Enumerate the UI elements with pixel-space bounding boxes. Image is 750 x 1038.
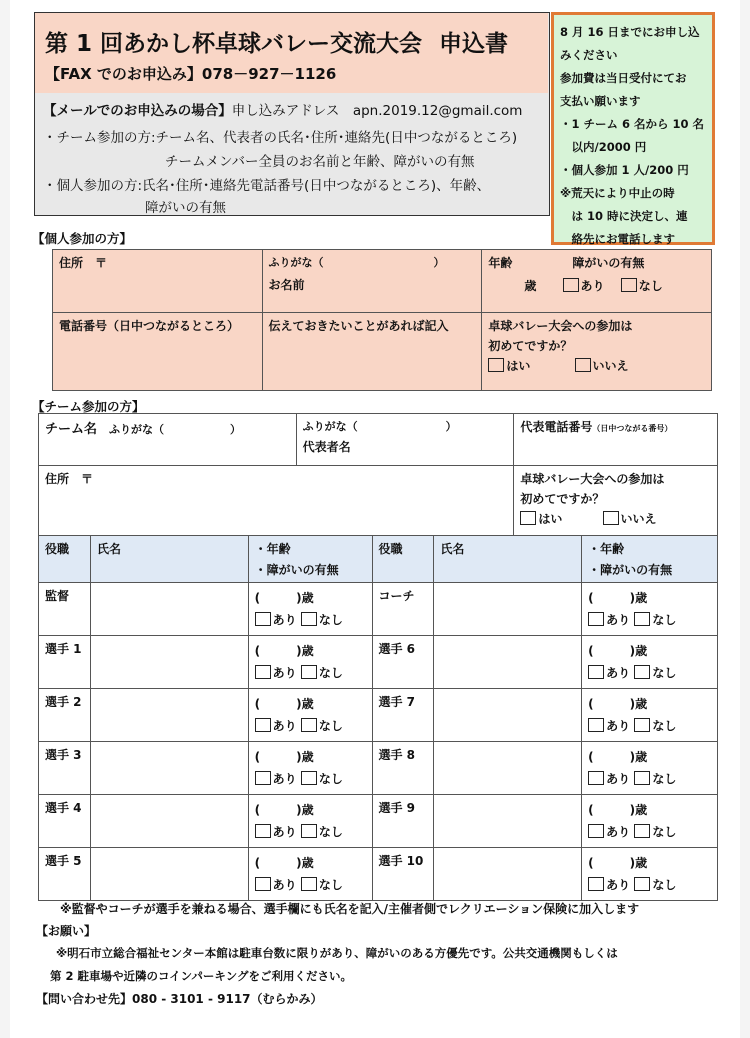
team-address-cell[interactable] xyxy=(39,466,514,536)
age-disability-cell[interactable] xyxy=(582,742,718,795)
no-label: なし xyxy=(318,613,343,627)
disability-yes-checkbox[interactable] xyxy=(255,771,271,785)
first-time-no-checkbox[interactable] xyxy=(575,358,591,372)
role-label: 選手 6 xyxy=(378,642,416,656)
member-name-cell[interactable] xyxy=(434,636,582,689)
age-label: 年齢 xyxy=(488,256,513,270)
yes-label: あり xyxy=(272,878,297,892)
individual-message-cell[interactable] xyxy=(262,313,482,391)
disability-yes-checkbox[interactable] xyxy=(563,278,579,292)
individual-instructions-line2: 障がいの有無 xyxy=(145,200,226,216)
disability-no-checkbox[interactable] xyxy=(634,665,650,679)
role-cell xyxy=(39,795,91,848)
disability-yes-checkbox[interactable] xyxy=(588,824,604,838)
yes-label: はい xyxy=(506,359,531,373)
age-header xyxy=(248,536,372,583)
role-cell xyxy=(39,689,91,742)
disability-yes-checkbox[interactable] xyxy=(588,665,604,679)
role-label: 監督 xyxy=(45,589,70,603)
no-label: なし xyxy=(652,772,677,786)
rep-furigana-label: ふりがな（ ） xyxy=(302,420,457,433)
member-name-cell[interactable] xyxy=(90,636,248,689)
yes-label: あり xyxy=(606,613,631,627)
role-cell xyxy=(372,583,434,636)
disability-no-checkbox[interactable] xyxy=(621,278,637,292)
no-label: なし xyxy=(652,666,677,680)
phone-label: 電話番号（日中つながるところ） xyxy=(59,319,240,333)
footer-parking-line1: ※明石市立総合福祉センター本館は駐車台数に限りがあり、障がいのある方優先です。公共交通機関もしくは xyxy=(56,946,618,960)
age-disability-cell[interactable] xyxy=(582,795,718,848)
age-header-text: ・年齢 xyxy=(588,542,625,556)
member-name-cell[interactable] xyxy=(90,795,248,848)
first-time-question: 卓球バレー大会への参加は xyxy=(488,319,633,333)
role-label: 選手 9 xyxy=(378,801,416,815)
role-label: 選手 10 xyxy=(378,854,424,868)
disability-no-checkbox[interactable] xyxy=(634,612,650,626)
disability-label: 障がいの有無 xyxy=(572,256,645,270)
disability-yes-checkbox[interactable] xyxy=(255,665,271,679)
age-header-text: ・年齢 xyxy=(254,542,291,556)
disability-yes-checkbox[interactable] xyxy=(255,718,271,732)
age-disability-cell[interactable] xyxy=(582,689,718,742)
age-text: ( )歳 xyxy=(254,591,314,605)
representative-phone-cell[interactable] xyxy=(514,414,718,466)
role-cell xyxy=(372,795,434,848)
member-name-cell[interactable] xyxy=(434,848,582,901)
disability-no-checkbox[interactable] xyxy=(634,718,650,732)
role-cell xyxy=(39,636,91,689)
footer-contact: 【問い合わせ先】080 - 3101 - 9117（むらかみ） xyxy=(36,992,323,1006)
age-text: ( )歳 xyxy=(588,591,648,605)
team-instructions-line2: チームメンバー全員のお名前と年齢、障がいの有無 xyxy=(165,154,475,170)
role-label: 選手 1 xyxy=(45,642,82,656)
role-cell xyxy=(372,742,434,795)
furigana-label: ふりがな（ ） xyxy=(268,256,445,269)
address-label: 住所 〒 xyxy=(59,256,108,270)
role-label: コーチ xyxy=(378,589,415,603)
age-disability-cell[interactable] xyxy=(582,636,718,689)
no-label: いいえ xyxy=(592,359,629,373)
individual-age-cell xyxy=(482,250,712,313)
disability-no-checkbox[interactable] xyxy=(301,824,317,838)
notice-line: みください xyxy=(560,48,618,62)
yes-label: あり xyxy=(606,772,631,786)
rep-phone-note: （日中つながる番号） xyxy=(592,424,673,433)
yes-label: あり xyxy=(606,878,631,892)
rep-phone-label: 代表電話番号 xyxy=(520,420,593,434)
notice-line: 参加費は当日受付にてお xyxy=(560,71,687,85)
age-disability-cell[interactable] xyxy=(248,689,372,742)
name-header: 氏名 xyxy=(90,536,248,583)
no-label: なし xyxy=(652,613,677,627)
form-title: 第 1 回あかし杯卓球バレー交流大会 xyxy=(45,31,423,57)
member-row xyxy=(39,689,718,742)
disability-yes-checkbox[interactable] xyxy=(588,612,604,626)
no-label: なし xyxy=(318,878,343,892)
age-disability-cell[interactable] xyxy=(582,848,718,901)
team-name-label: チーム名 xyxy=(45,422,98,437)
yes-label: あり xyxy=(272,825,297,839)
no-label: なし xyxy=(318,825,343,839)
no-label: なし xyxy=(318,772,343,786)
fax-line: 【FAX でのお申込み】078－927－1126 xyxy=(45,65,337,83)
disability-header-text: ・障がいの有無 xyxy=(588,563,673,577)
footer-note: ※監督やコーチが選手を兼ねる場合、選手欄にも氏名を記入/主催者側でレクリエーション保険に加入します xyxy=(60,902,640,916)
no-label: いいえ xyxy=(620,512,657,526)
member-name-cell[interactable] xyxy=(434,795,582,848)
age-text: ( )歳 xyxy=(588,750,648,764)
team-furigana-label: ふりがな（ ） xyxy=(109,423,242,436)
no-label: なし xyxy=(318,666,343,680)
disability-no-checkbox[interactable] xyxy=(301,877,317,891)
yes-label: はい xyxy=(538,512,563,526)
age-text: ( )歳 xyxy=(588,644,648,658)
no-label: なし xyxy=(652,825,677,839)
role-cell xyxy=(39,583,91,636)
individual-name-cell[interactable] xyxy=(262,250,482,313)
disability-no-checkbox[interactable] xyxy=(301,718,317,732)
notice-line: ※荒天により中止の時 xyxy=(560,186,675,200)
yes-label: あり xyxy=(272,719,297,733)
team-info-table xyxy=(38,413,718,536)
mail-address: 申し込みアドレス apn.2019.12@gmail.com xyxy=(231,103,523,119)
disability-no-checkbox[interactable] xyxy=(301,612,317,626)
role-label: 選手 2 xyxy=(45,695,82,709)
team-first-time-yes-checkbox[interactable] xyxy=(520,511,536,525)
notice-line: ・1 チーム 6 名から 10 名 xyxy=(560,117,705,131)
role-cell xyxy=(372,848,434,901)
notice-line: 絡先にお電話します xyxy=(560,232,675,246)
disability-yes-checkbox[interactable] xyxy=(588,771,604,785)
team-first-time-cell xyxy=(514,466,718,536)
member-name-cell[interactable] xyxy=(90,742,248,795)
first-time-question: 卓球バレー大会への参加は xyxy=(520,472,665,486)
first-time-yes-checkbox[interactable] xyxy=(488,358,504,372)
no-label: なし xyxy=(318,719,343,733)
age-text: ( )歳 xyxy=(254,697,314,711)
member-name-cell[interactable] xyxy=(434,742,582,795)
member-row xyxy=(39,795,718,848)
role-cell xyxy=(372,689,434,742)
disability-yes-checkbox[interactable] xyxy=(588,877,604,891)
individual-table xyxy=(52,249,712,391)
age-disability-cell[interactable] xyxy=(248,795,372,848)
role-label: 選手 8 xyxy=(378,748,416,762)
age-text: ( )歳 xyxy=(254,803,314,817)
no-label: なし xyxy=(638,279,663,293)
disability-yes-checkbox[interactable] xyxy=(255,877,271,891)
form-title-application: 申込書 xyxy=(439,31,508,57)
yes-label: あり xyxy=(606,825,631,839)
notice-line: 以内/2000 円 xyxy=(560,140,647,154)
message-label: 伝えておきたいことがあれば記入 xyxy=(268,319,449,333)
yes-label: あり xyxy=(272,613,297,627)
name-header: 氏名 xyxy=(434,536,582,583)
team-section-heading: 【チーム参加の方】 xyxy=(32,399,145,414)
no-label: なし xyxy=(652,878,677,892)
age-text: ( )歳 xyxy=(254,856,314,870)
name-label: お名前 xyxy=(268,278,305,292)
member-name-cell[interactable] xyxy=(90,689,248,742)
age-disability-cell[interactable] xyxy=(582,583,718,636)
age-disability-cell[interactable] xyxy=(248,636,372,689)
individual-instructions-line1: ・個人参加の方:氏名･住所･連絡先電話番号(日中つながるところ)、年齢、 xyxy=(43,178,491,194)
disability-yes-checkbox[interactable] xyxy=(255,612,271,626)
disability-no-checkbox[interactable] xyxy=(301,665,317,679)
age-text: ( )歳 xyxy=(588,697,648,711)
mail-label: 【メールでのお申込みの場合】 xyxy=(43,103,232,119)
age-disability-cell[interactable] xyxy=(248,742,372,795)
disability-yes-checkbox[interactable] xyxy=(255,824,271,838)
age-text: ( )歳 xyxy=(588,803,648,817)
members-header-row xyxy=(39,536,718,583)
disability-no-checkbox[interactable] xyxy=(634,877,650,891)
member-row xyxy=(39,848,718,901)
no-label: なし xyxy=(652,719,677,733)
individual-phone-cell[interactable] xyxy=(53,313,263,391)
member-name-cell[interactable] xyxy=(434,583,582,636)
footer-request-heading: 【お願い】 xyxy=(36,924,97,938)
first-time-question: 初めてですか？ xyxy=(488,339,573,353)
team-instructions-line1: ・チーム参加の方:チーム名、代表者の氏名･住所･連絡先(日中つながるところ) xyxy=(43,130,518,146)
role-cell xyxy=(39,848,91,901)
yes-label: あり xyxy=(606,666,631,680)
age-text: ( )歳 xyxy=(254,644,314,658)
member-row xyxy=(39,583,718,636)
notice-line: 支払い願います xyxy=(560,94,641,108)
role-label: 選手 7 xyxy=(378,695,416,709)
header-panel xyxy=(34,12,550,216)
disability-no-checkbox[interactable] xyxy=(634,771,650,785)
individual-section-heading: 【個人参加の方】 xyxy=(32,231,133,246)
age-unit: 歳 xyxy=(524,279,537,293)
member-row xyxy=(39,636,718,689)
representative-name-cell[interactable] xyxy=(296,414,514,466)
age-header xyxy=(582,536,718,583)
disability-yes-checkbox[interactable] xyxy=(588,718,604,732)
yes-label: あり xyxy=(606,719,631,733)
role-cell xyxy=(39,742,91,795)
member-name-cell[interactable] xyxy=(90,848,248,901)
notice-line: ・個人参加 1 人/200 円 xyxy=(560,163,689,177)
age-disability-cell[interactable] xyxy=(248,583,372,636)
member-row xyxy=(39,742,718,795)
member-name-cell[interactable] xyxy=(90,583,248,636)
disability-no-checkbox[interactable] xyxy=(634,824,650,838)
yes-label: あり xyxy=(272,666,297,680)
individual-first-time-cell xyxy=(482,313,712,391)
notice-line: は 10 時に決定し、連 xyxy=(560,209,688,223)
age-text: ( )歳 xyxy=(254,750,314,764)
first-time-question: 初めてですか？ xyxy=(520,492,605,506)
team-first-time-no-checkbox[interactable] xyxy=(603,511,619,525)
application-form xyxy=(10,0,740,1038)
member-name-cell[interactable] xyxy=(434,689,582,742)
notice-box xyxy=(551,12,715,245)
address-label: 住所 〒 xyxy=(45,472,94,486)
role-label: 選手 5 xyxy=(45,854,82,868)
individual-address-cell[interactable] xyxy=(53,250,263,313)
rep-name-label: 代表者名 xyxy=(302,440,351,454)
yes-label: あり xyxy=(272,772,297,786)
disability-no-checkbox[interactable] xyxy=(301,771,317,785)
team-members-table xyxy=(38,535,718,901)
role-label: 選手 3 xyxy=(45,748,82,762)
yes-label: あり xyxy=(580,279,605,293)
age-disability-cell[interactable] xyxy=(248,848,372,901)
disability-header-text: ・障がいの有無 xyxy=(254,563,339,577)
role-header: 役職 xyxy=(372,536,434,583)
role-cell xyxy=(372,636,434,689)
role-header: 役職 xyxy=(39,536,91,583)
notice-line: 8 月 16 日までにお申し込 xyxy=(560,25,700,39)
footer-parking-line2: 第 2 駐車場や近隣のコインパーキングをご利用ください。 xyxy=(50,969,353,983)
role-label: 選手 4 xyxy=(45,801,82,815)
team-name-cell[interactable] xyxy=(39,414,297,466)
age-text: ( )歳 xyxy=(588,856,648,870)
